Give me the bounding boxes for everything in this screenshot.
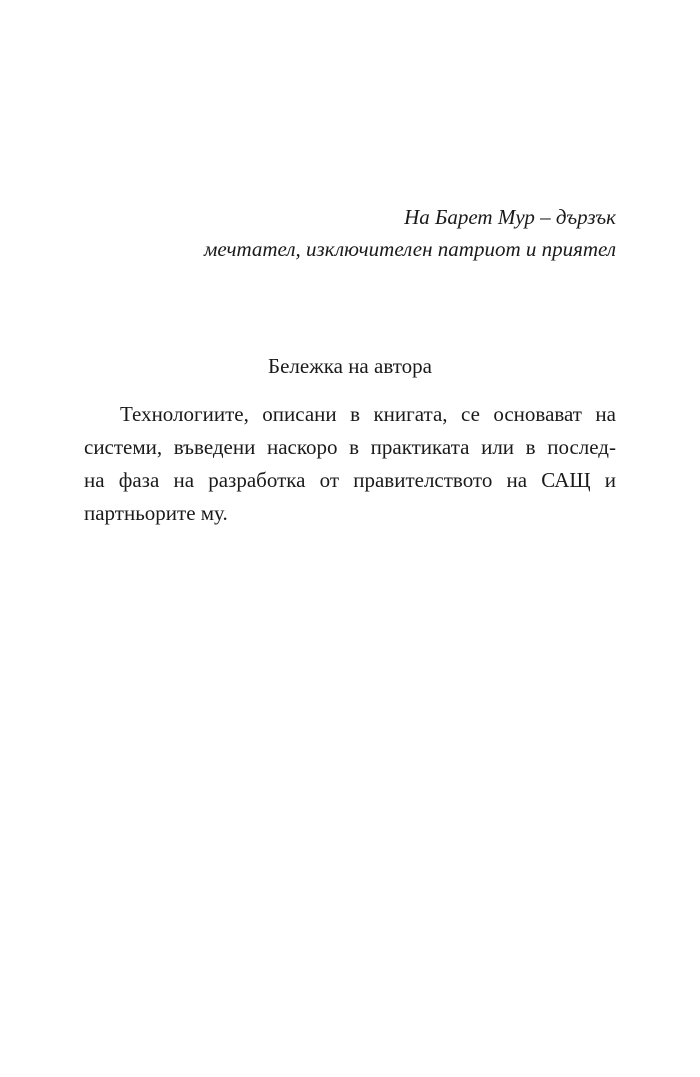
dedication-line-1: На Барет Мур – дързък: [404, 205, 616, 229]
author-note-body: [84, 398, 616, 530]
author-note-line-1: Технологиите, описани в книгата, се основават на: [120, 402, 616, 426]
author-note-line-2: системи, въведени наскоро в практиката или в послед-: [84, 435, 616, 459]
dedication-line-2: мечтател, изключителен патриот и приятел: [204, 237, 616, 261]
author-note-line-3: на фаза на разработка от правителството на САЩ и: [84, 468, 616, 492]
author-note-title: Бележка на автора: [268, 354, 432, 378]
dedication: [96, 201, 616, 265]
author-note-line-4: партньорите му.: [84, 501, 228, 525]
